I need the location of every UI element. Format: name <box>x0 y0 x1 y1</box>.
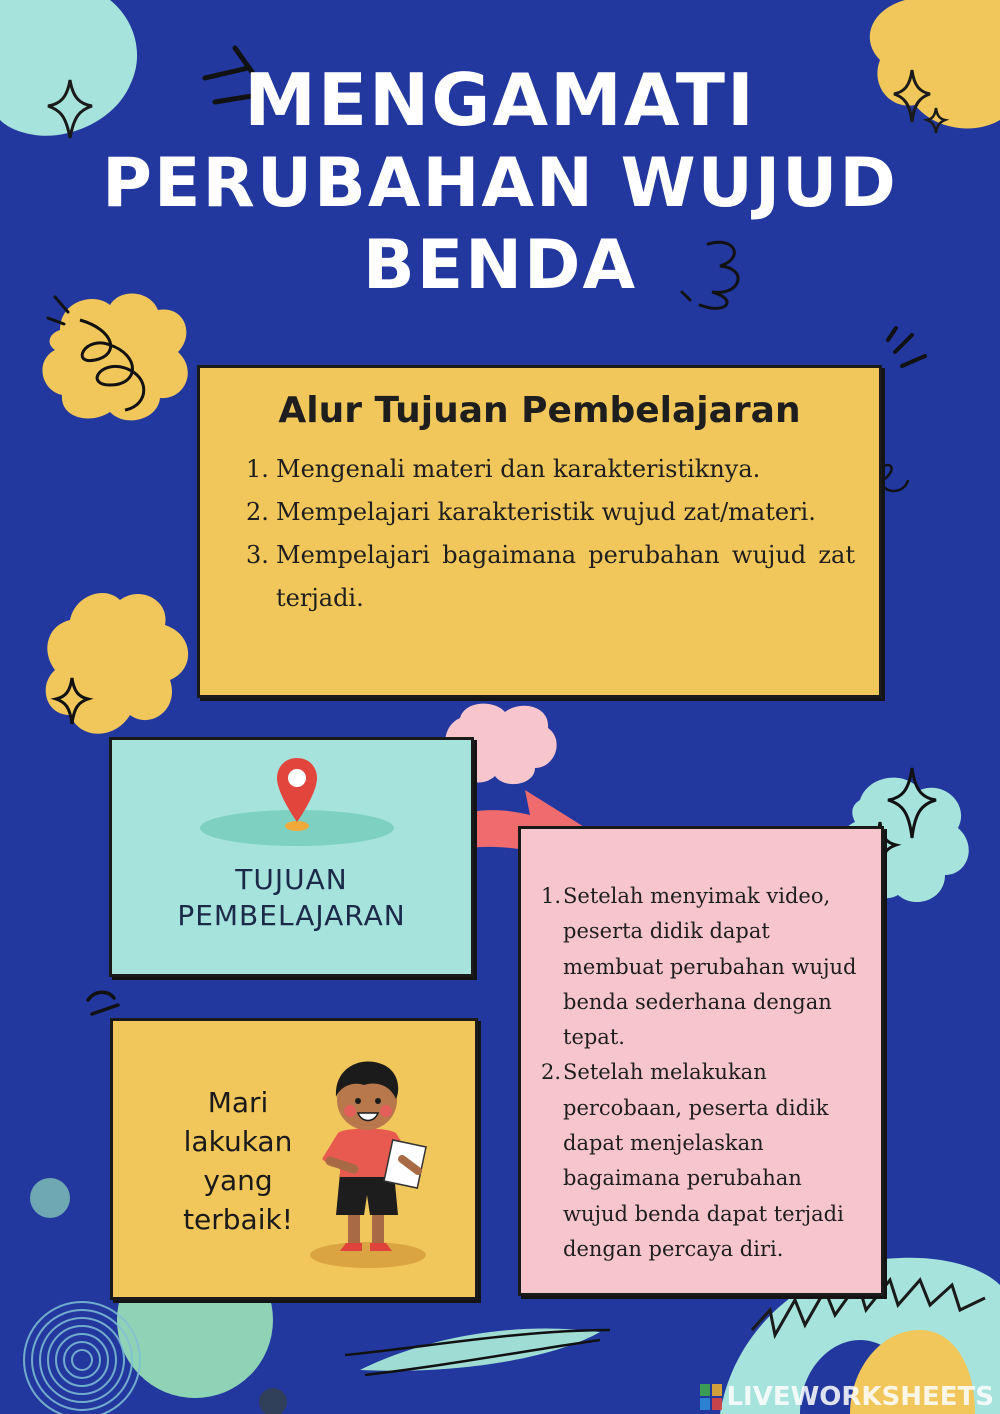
concentric-rings <box>24 1302 140 1414</box>
list-text: Setelah menyimak video, peserta didik dapat membuat perubahan wujud benda sederhana dengan tepat. <box>563 884 857 1050</box>
list-text: Mempelajari bagaimana perubahan wujud zat terjadi. <box>276 541 855 612</box>
list-item <box>240 534 855 620</box>
list-item <box>541 1055 871 1267</box>
motto-line: terbaik! <box>183 1203 293 1236</box>
motto-line: Mari <box>207 1086 269 1119</box>
alur-tujuan-box <box>197 365 882 698</box>
dark-dot <box>259 1388 287 1414</box>
list-number: 2. <box>541 1060 562 1085</box>
list-text: Mengenali materi dan karakteristiknya. <box>276 455 761 483</box>
tujuan-label-line2: PEMBELAJARAN <box>177 899 406 932</box>
alur-tujuan-list <box>240 448 855 620</box>
yellow-blob-left <box>42 294 187 421</box>
tujuan-label-box <box>109 737 474 977</box>
tujuan-label-line1: TUJUAN <box>235 863 348 896</box>
list-item <box>240 491 855 534</box>
title-line-2: PERUBAHAN WUJUD <box>102 144 898 223</box>
tujuan-label <box>112 862 471 934</box>
list-number: 1. <box>246 455 269 483</box>
title-line-1: MENGAMATI <box>244 58 756 142</box>
list-item <box>240 448 855 491</box>
accent-marks-left <box>88 992 118 1014</box>
student-illustration <box>300 1055 450 1270</box>
tujuan-list <box>541 879 871 1267</box>
yellow-blob-mid-left <box>46 593 188 734</box>
alur-tujuan-heading: Alur Tujuan Pembelajaran <box>278 390 801 431</box>
watermark <box>700 1382 994 1412</box>
list-number: 1. <box>541 884 562 908</box>
location-pin-icon <box>274 754 320 834</box>
list-text: Mempelajari karakteristik wujud zat/materi. <box>276 498 816 526</box>
small-dot <box>30 1178 70 1218</box>
liveworksheets-logo-icon <box>700 1384 722 1410</box>
list-item <box>541 879 871 1055</box>
title-line-3: BENDA <box>362 226 638 305</box>
tujuan-content-box <box>518 826 884 1296</box>
watermark-text: LIVEWORKSHEETS <box>726 1382 994 1412</box>
list-number: 3. <box>246 541 269 569</box>
accent-marks <box>888 328 925 366</box>
list-number: 2. <box>246 498 269 526</box>
list-text: Setelah melakukan percobaan, peserta didik dapat menjelaskan bagaimana perubahan wujud benda dapat terjadi dengan percaya diri. <box>563 1060 844 1261</box>
motto-line: lakukan <box>183 1125 293 1158</box>
motto-line: yang <box>203 1164 273 1197</box>
